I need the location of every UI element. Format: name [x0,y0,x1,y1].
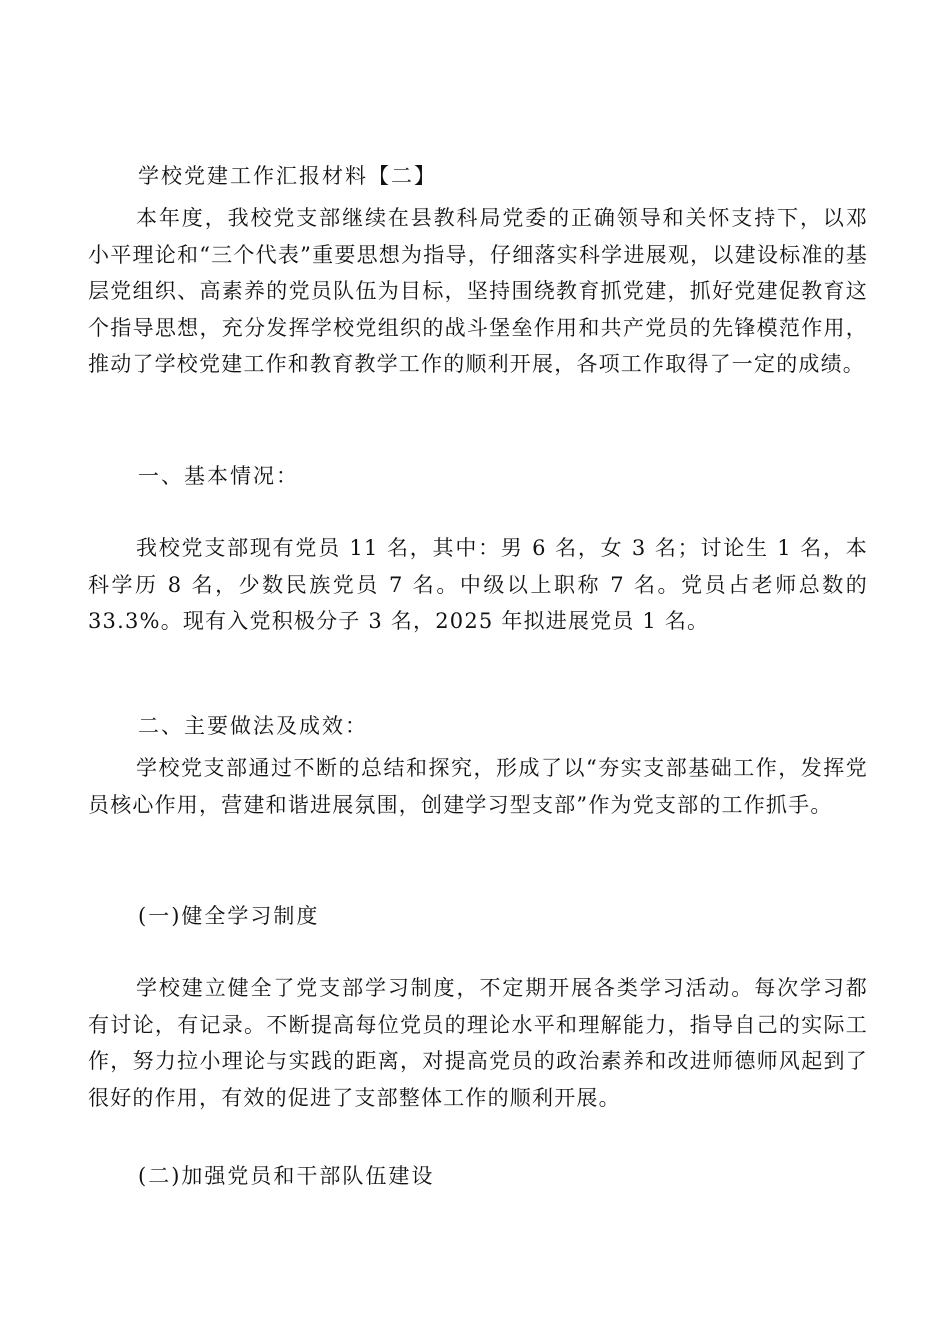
main-practices-paragraph: 学校党支部通过不断的总结和探究，形成了以“夯实支部基础工作，发挥党员核心作用，营建和谐进展氛围，创建学习型支部”作为党支部的工作抓手。 [88,756,868,817]
document-title: 学校党建工作汇报材料【二】 [138,164,437,188]
subsection-heading-team-building: (二)加强党员和干部队伍建设 [138,1164,435,1188]
subsection-heading-study-system: (一)健全学习制度 [138,904,320,928]
intro-paragraph: 本年度，我校党支部继续在县教科局党委的正确领导和关怀支持下，以邓小平理论和“三个代表”重要思想为指导，仔细落实科学进展观，以建设标准的基层党组织、高素养的党员队伍为目标，坚持围绕教育抓党建，抓好党建促教育这个指导思想，充分发挥学校党组织的战斗堡垒作用和共产党员的先锋模范作用，推动了学校党建工作和教育教学工作的顺利开展，各项工作取得了一定的成绩。 [88,206,868,376]
section-heading-main-practices: 二、主要做法及成效： [138,714,368,738]
basic-situation-paragraph: 我校党支部现有党员 11 名，其中：男 6 名，女 3 名；讨论生 1 名，本科学历 8 名，少数民族党员 7 名。中级以上职称 7 名。党员占老师总数的 33.3%。现有入党积极分子 3 名，2025 年拟进展党员 1 名。 [88,536,868,633]
section-heading-basic-situation: 一、基本情况： [138,464,299,488]
study-system-paragraph: 学校建立健全了党支部学习制度，不定期开展各类学习活动。每次学习都有讨论，有记录。不断提高每位党员的理论水平和理解能力，指导自己的实际工作，努力拉小理论与实践的距离，对提高党员的政治素养和改进师德师风起到了很好的作用，有效的促进了支部整体工作的顺利开展。 [88,976,868,1110]
